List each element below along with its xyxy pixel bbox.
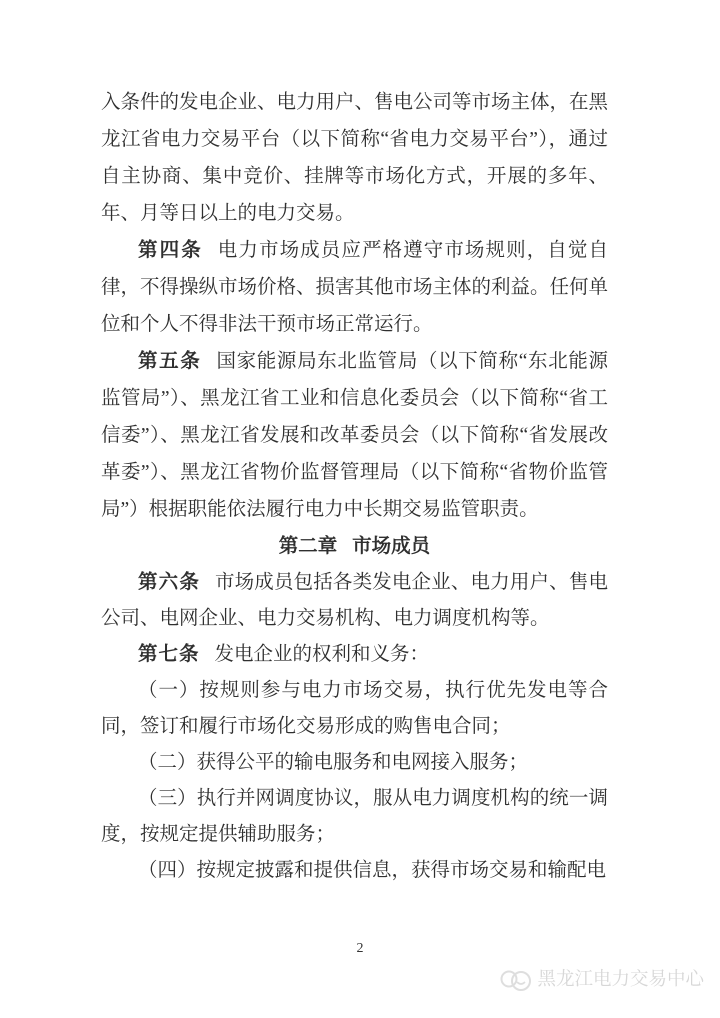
article-5-text: 国家能源局东北监管局（以下简称“东北能源监管局”）、黑龙江省工业和信息化委员会（以下简称“省工信委”）、黑龙江省发展和改革委员会（以下简称“省发展改革委”）、黑龙江省物价监督管理局（以下简称“省物价监管局”）根据职能依法履行电力中长期交易监管职责。 [101, 351, 608, 520]
article-6-text: 市场成员包括各类发电企业、电力用户、售电公司、电网企业、电力交易机构、电力调度机构等。 [101, 572, 608, 629]
paragraph-clause-3: （三）执行并网调度协议，服从电力调度机构的统一调度，按规定提供辅助服务； [101, 788, 608, 845]
paragraph-article-5 [101, 343, 608, 528]
article-7-lead: 第七条 [138, 644, 200, 665]
paragraph-article-7 [101, 637, 608, 673]
article-5-lead: 第五条 [138, 351, 202, 372]
paragraph-article-4 [101, 232, 608, 343]
paragraph-article-6 [101, 565, 608, 637]
watermark-text: 黑龙江电力交易中心 [537, 970, 704, 990]
article-6-lead: 第六条 [138, 572, 200, 593]
page-number: 2 [356, 941, 364, 956]
document-body [101, 84, 608, 889]
paragraph-clause-4: （四）按规定披露和提供信息，获得市场交易和输配电 [138, 860, 607, 881]
article-4-lead: 第四条 [138, 240, 203, 261]
watermark [500, 966, 704, 994]
article-7-text: 发电企业的权利和义务： [214, 644, 430, 665]
paragraph-clause-1: （一）按规则参与电力市场交易，执行优先发电等合同，签订和履行市场化交易形成的购售电合同； [101, 680, 608, 737]
article-4-text: 电力市场成员应严格遵守市场规则，自觉自律，不得操纵市场价格、损害其他市场主体的利益。任何单位和个人不得非法干预市场正常运行。 [101, 240, 609, 335]
watermark-logo-icon [500, 966, 532, 994]
paragraph-continuation: 入条件的发电企业、电力用户、售电公司等市场主体，在黑龙江省电力交易平台（以下简称“省电力交易平台”），通过自主协商、集中竞价、挂牌等市场化方式，开展的多年、年、月等日以上的电力交易。 [101, 92, 609, 224]
document-body-lower [101, 565, 608, 889]
paragraph-clause-2: （二）获得公平的输电服务和电网接入服务； [138, 752, 529, 773]
chapter-heading: 第二章 市场成员 [278, 536, 431, 557]
